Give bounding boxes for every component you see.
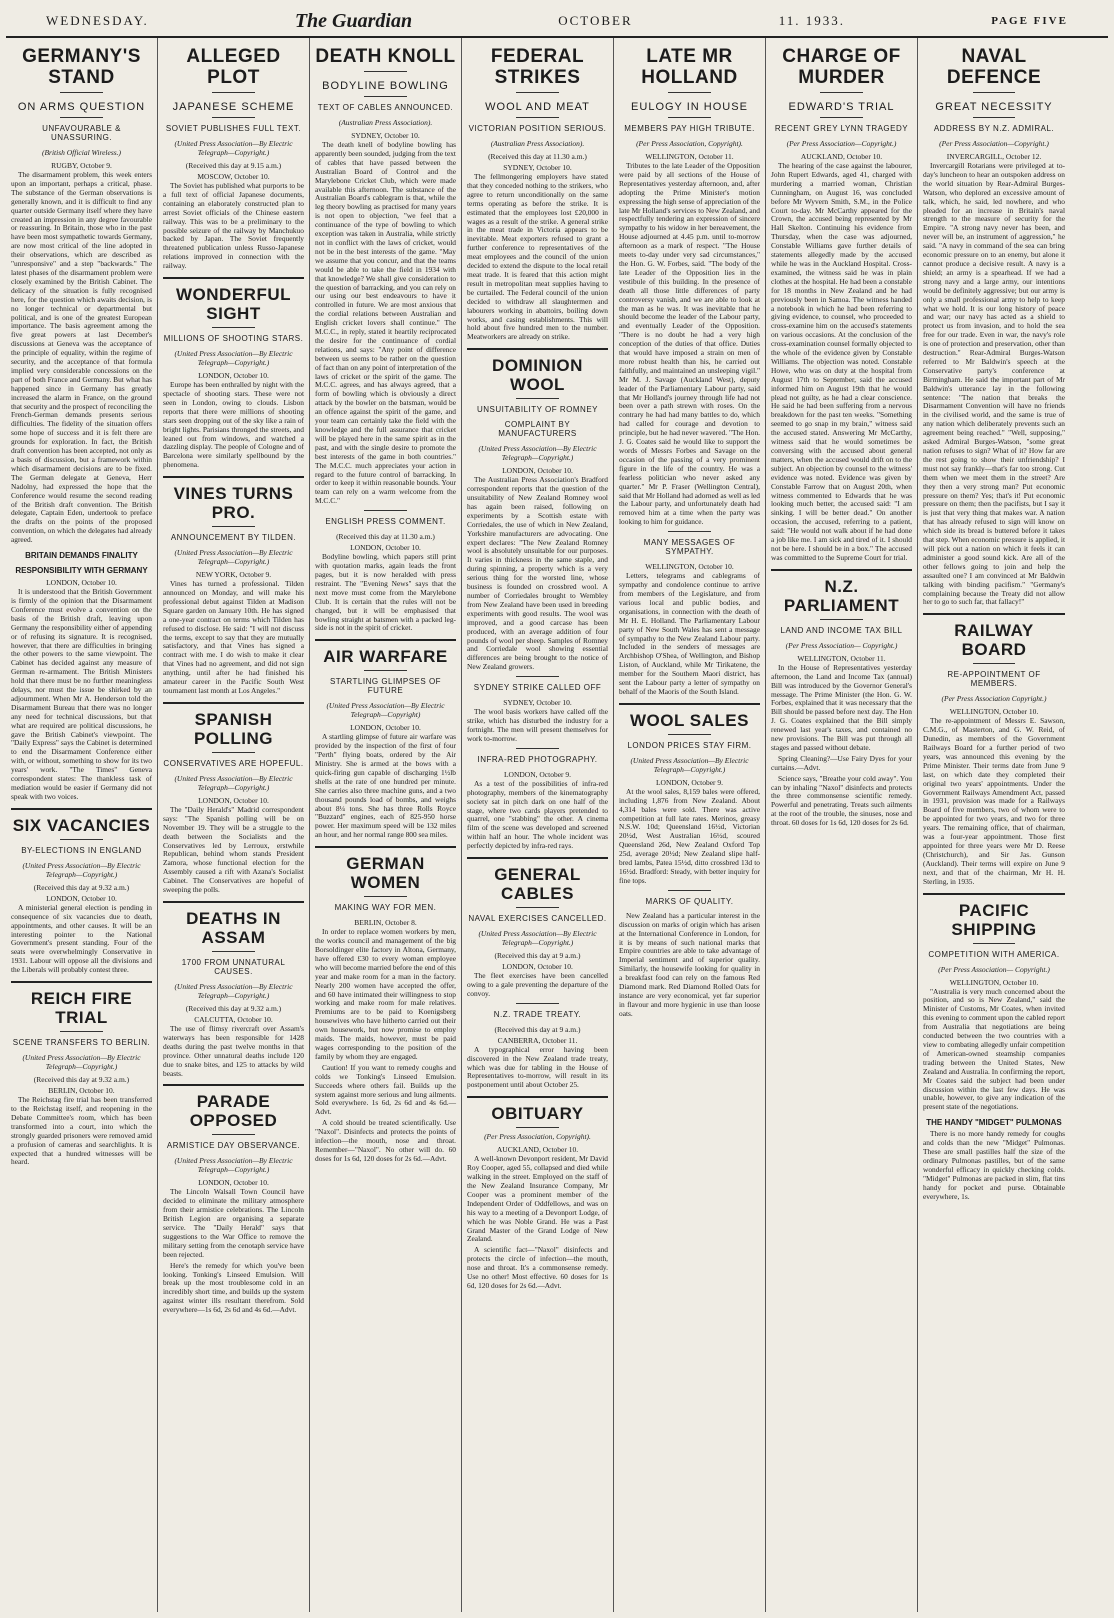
article-headline: AIR WARFARE	[323, 647, 448, 667]
section-box-subheading: RESPONSIBILITY WITH GERMANY	[15, 566, 148, 576]
article-headline: DEATH KNOLL	[315, 46, 456, 67]
article-deck: RECENT GREY LYNN TRAGEDY	[774, 124, 909, 133]
article-subheading: WOOL AND MEAT	[485, 101, 590, 113]
article-deck: ARMISTICE DAY OBSERVANCE.	[166, 1141, 301, 1151]
divider-rule	[364, 96, 406, 97]
divider-rule	[212, 1134, 254, 1135]
article-deck: CONSERVATIVES ARE HOPEFUL.	[163, 758, 304, 768]
divider-rule	[163, 702, 304, 704]
divider-rule	[516, 1003, 558, 1004]
article-body: The Lincoln Walsall Town Council have decided to eliminate the military atmosphere from their armistice celebrations. The Lincoln British Legion are organising a separate service. The "Daily Herald" says that suggestions to the War Office to remove the military setting from the cenotaph service have been rejected.	[163, 1187, 304, 1259]
masthead	[6, 6, 1108, 38]
article-credit: (British Official Wireless.)	[41, 148, 122, 157]
article	[467, 46, 608, 342]
article-body: Tributes to the late Leader of the Opposition were paid by all sections of the House of Representatives yesterday afternoon, and, after adopting the Prime Minister's motion expressing the high sense of appreciation of the late Mr Holland's services to New Zealand, and respectfully tendering an expression of sincere sympathy to his widow in her bereavement, the House adjourned at 4.45 p.m. until to-morrow afternoon as a mark of respect. "The House meets to-day under very sad circumstances," the Hon. G. W. Forbes, said. "The body of the late Leader of the Opposition lies in the vestibule of this building. In the presence of death all those little differences of party controversy vanish, and we are able to look at the man as he was. It was inevitable that he should become the leader of the Labour party, and eventually Leader of the Opposition. "There is no doubt he had a very high conception of the duties of that office. Duties that would have imposed a strain on men of more robust health than his, he carried out faithfully, and maintained an unsleeping vigil." Mr M. J. Savage (Auckland West), deputy leader of the Parliamentary Labour party, said that Mr Holland's journey through life had not been over a path strewn with roses. On the contrary he had had many battles to do, which had called for courage and devotion to principle, but he had never wavered. "The Hon. J. G. Coates said he would like to support the words of Messrs Forbes and Savage on the occasion of the passing of a very prominent figure in the life of the country. He was a fearless politician who never asked any quarter." Mr P. Fraser (Wellington Central), said that Mr Holland had adorned as well as led the Labour party, and unfortunately death had removed him at a time when the party was looking to him for guidance.	[619, 161, 760, 527]
article-body: Europe has been enthralled by night with the spectacle of shooting stars. These were not seen in London, owing to clouds. Lisbon reports that there were millions of shooting stars seen dropping out of the sky like a rain of bright lights. Parisians thronged the streets, and leaned out from windows, and watched a dazzling display. The people of Cologne and of Barcelona were similarly spellbound by the phenomena.	[163, 380, 304, 470]
article-small-heading: INFRA-RED PHOTOGRAPHY.	[477, 754, 598, 764]
article-body: In the House of Representatives yesterday afternoon, the Land and Income Tax (annual) Bill was introduced by the Governor General's message. The Prime Minister (the Hon. G. W. Forbes, explained that it was necessary that the Bill should be passed before next day. The Hon J. G. Coates explained that the Bill simply renewed last year's taxes, and contained no new provisions. The Bill was put through all stages and passed without debate.	[771, 662, 912, 752]
article-body: The fellmongering employers have stated that they conceded nothing to the strikers, who agree to return unconditionally on the same terms operating as before the strike. It is estimated that the employees lost £20,000 in wages as a result of the strike. A general strike in the meat trade in Victoria appears to be inevitable. Meat exporters refused to grant a further conference to representatives of the meat employees and the council of the union decided to extend the dispute to the local retail meat trade. It is feared that this action might result in metropolitan meat supplies having to be curtailed. The Federal council of the union decided to withdraw all slaughtermen and labourers working in abattoirs, boiling down works, and casing establishments. This will hold about five hundred men to the number. Meatworkers are already on strike.	[467, 172, 608, 342]
divider-rule	[923, 613, 1065, 615]
article-dateline: LONDON, October 10.	[502, 962, 573, 972]
divider-rule	[973, 943, 1016, 944]
masthead-date: 11. 1933.	[778, 13, 846, 28]
divider-rule	[212, 951, 254, 952]
article-credit: (United Press Association—By Electric Telegraph—Copyright.)	[174, 349, 293, 368]
masthead-paper-title: The Guardian	[294, 9, 413, 32]
article-deck: MAKING WAY FOR MEN.	[334, 903, 437, 913]
section-box-heading: THE HANDY "MIDGET" PULMONAS	[926, 1118, 1062, 1128]
article-headline: FEDERAL STRIKES	[490, 46, 585, 88]
advertisement-text: Here's the remedy for which you've been looking. Tonking's Linseed Emulsion. Will break up the most troublesome cold in an incredibly short time, and builds up the system against winter ills resultant therefrom. Sold everywhere—1s 6d, 2s 6d and 4s 6d.—Advt.	[163, 1260, 304, 1315]
article-dateline: WELLINGTON, October 10.	[645, 562, 734, 572]
divider-rule	[516, 398, 558, 399]
article-body: The death knell of bodyline bowling has apparently been sounded, judging from the text of cables that have passed between the Australian Board of Control and the Marylebone Cricket Club, which were made available this afternoon. The substance of the Australian Board's cablegram is that, while the leg theory bowling as practised for many years is not open to objection, "we feel that a continuance of the type of bowling to which exception was taken in Australia, while strictly not in conflict with the laws of cricket, would not be in the best interests of the game. "May we assume that you concur, and that the teams would be able to take the field in 1934 with that knowledge? We shall give consideration to the question of barracking, and you can rely on our using our best endeavours to have it controlled in future. We are most anxious that the cordial relations between Australian and English cricket lovers shall continue." The M.C.C., in reply, stated it heartily reciprocated the desire for the continuance of cordial relations, and says: "Any point of difference between us seems to be rather on the question of fact than on any point of interpretation of the laws of cricket or the spirit of the game. The M.C.C. agrees, and has always agreed, that a form of bowling which is obviously a direct attack by the bowler on the batsman, would be an offence against the spirit of the game, and your team can certainly take the field with the knowledge and the full assurance that cricket will be played here in the same spirit as in the past, and with the single desire to promote the best interests of the game in both countries." The M.C.C. much appreciates your action in regard to the future control of barracking. In order to keep it within reasonable bounds. Your team can rely on a warm welcome from the M.C.C."	[315, 140, 456, 506]
article	[771, 46, 912, 563]
divider-rule	[212, 327, 254, 328]
advertisement-text: Caution! If you want to remedy coughs and colds we Tonking's Linseed Emulsion. Succeeds where others fail. Builds up the system against more serious and lung ailments. Sold everywhere. 1s 6d, 2s 6d and 4s 6d.—Advt.	[315, 1062, 456, 1117]
article	[315, 1064, 456, 1117]
article-deck: STARTLING GLIMPSES OF FUTURE	[329, 677, 442, 696]
article-dateline: LONDON, October 10.	[350, 543, 421, 553]
article	[11, 551, 152, 802]
article	[467, 348, 608, 672]
article-headline: SIX VACANCIES	[12, 815, 151, 835]
article	[163, 1262, 304, 1315]
article-body: The wool basis workers have called off the strike, which has disturbed the industry for a fortnight. The men will present themselves for work to-morrow.	[467, 707, 608, 743]
article-credit: (United Press Association—By Electric Telegraph—Copyright.)	[630, 755, 749, 774]
article-small-heading: SYDNEY STRIKE CALLED OFF	[473, 683, 602, 693]
divider-rule	[516, 92, 558, 93]
article-body: Letters, telegrams and cablegrams of sympathy and condolence continue to arrive from members of the Legislature, and from various local and public bodies, and organisations, in connection with the death of Mr H. E. Holland. The Parliamentary Labour party of New South Wales has sent a message of sympathy to the New Zealand Labour party. Included in the senders of messages are Archbishop O'Shea, of Wellington, and Bishop Liston, of Auckland, while Mr Tirikatene, the member for the Southern Maori district, has sent the Labour party a letter of sympathy on behalf of the Maoris of the South Island.	[619, 571, 760, 696]
divider-rule	[60, 1031, 102, 1032]
article-credit: (United Press Association—By Electric Telegraph—Copyright.)	[22, 1053, 141, 1072]
divider-rule	[11, 808, 152, 810]
article-body: As a test of the possibilities of infra-red photography, members of the kinematography society sat in pitch dark on one half of the stage, where two cards players pretended to quarrel, one "stabbing" the other. A cinema film of the scene was developed and screened within half an hour. The whole incident was perfectly depicted by infra-red rays.	[467, 778, 608, 851]
article-headline: SPANISH POLLING	[193, 709, 274, 748]
article-credit: (United Press Association—By Electric Telegraph—Copyright.)	[174, 981, 293, 1000]
article-credit: (United Press Association—By Electric Telegraph—Copyright.)	[22, 860, 141, 879]
article-headline: DEATHS IN ASSAM	[186, 908, 281, 947]
article-body: The re-appointment of Messrs E. Sawson, C.M.G., of Masterton, and G. W. Reid, of Dunedin, as members of the Government Railways Board for a further period of two years, was announced this evening by the Prime Minister. Their terms date from June 9 last, on which date they completed their original two years' appointments. Under the Government Railways Amendment Act, passed in 1931, provision was made for a Railways Board of five members, two of whom were to be appointed for two years, and two for three years. The remaining office, that of chairman, was a four-year appointment. Those first appointed for three years were Mr D. Reese (Christchurch), and Sir Jas. Gunson (Auckland). Their terms will expire on June 9 next, and that of the chairman, Mr H. H. Sterling, in 1935.	[923, 716, 1065, 886]
article-credit: (United Press Association—By Electric Telegraph—Copyright.)	[174, 773, 293, 792]
article-dateline: LONDON, October 9.	[655, 777, 724, 787]
article	[467, 1096, 608, 1244]
article-subheading: JAPANESE SCHEME	[172, 101, 295, 113]
article	[619, 703, 760, 886]
advertisement-text: A cold should be treated scientifically. Use "Naxol". Disinfects and protects the points of infection—the mouth, nose and throat. Remember—"Naxol". No other will do. 60 doses for 1s 6d, 120 doses for 2s 6d.—Advt.	[315, 1118, 456, 1163]
article-body: New Zealand has a particular interest in the discussion on marks of origin which has arisen at the International Conference in London, for it is by means of such national marks that Empire countries are able to take advantage of Imperial sentiment and of superior quality. Similarly, the housewife looking for quality in a breakfast food can rely on the famous Red Diamond mark. Red Diamond Rolled Oats for instance are very economical, yet far superior in flavour and more hygienic in use than loose oats.	[619, 910, 760, 1018]
article-credit: (United Press Association—By Electric Telegraph—Copyright.)	[478, 929, 597, 948]
divider-rule	[163, 277, 304, 279]
article-headline: OBITUARY	[491, 1104, 584, 1124]
article-dateline: RUGBY, October 9.	[51, 161, 112, 170]
divider-rule	[820, 92, 862, 93]
article-received-time: (Received this day at 11.30 a.m.)	[336, 532, 435, 542]
divider-rule	[973, 117, 1016, 118]
article	[315, 846, 456, 1062]
article	[467, 748, 608, 851]
article-dateline: SYDNEY, October 10.	[351, 131, 420, 140]
advertisement-text: There is no more handy remedy for coughs and colds than the new "Midget" Pulmonas. These are small pastilles half the size of the ordinary Pulmonas pastilles, but of the same wonderful efficacy in quickly checking colds. "Midget" Pulmonas are packed in slim, flat tins handy for pocket and purse. Obtainable everywhere, 1s.	[923, 1129, 1065, 1201]
advertisement-text: A scientific fact—"Naxol" disinfects and protects the circle of infection—the mouth, nose and throat. It's a commonsense remedy. Use no other! Most effective. 60 doses for 1s 6d, 120 doses for 2s 6d.—Advt.	[467, 1245, 608, 1290]
article-headline: GENERAL CABLES	[494, 865, 581, 904]
article-body: The fleet exercises have been cancelled owing to a gale preventing the departure of the convoy.	[467, 971, 608, 998]
divider-rule	[315, 639, 456, 641]
divider-rule	[364, 896, 406, 897]
article-headline: N.Z. PARLIAMENT	[783, 576, 900, 615]
article	[467, 1003, 608, 1091]
article	[923, 613, 1065, 886]
article-small-heading: MANY MESSAGES OF SYMPATHY.	[643, 538, 736, 557]
article	[619, 890, 760, 1019]
article-body: A typographical error having been discovered in the New Zealand trade treaty, which was due for tabling in the House of Representatives to-morrow, will result in its postponement until about October 25.	[467, 1044, 608, 1090]
article-dateline: LONDON, October 9.	[503, 769, 572, 779]
article-credit: (Australian Press Association).	[338, 118, 433, 127]
article	[163, 901, 304, 1078]
article-body: In order to replace women workers by men, the works council and management of the big Borsoldinger elite factory in Altona, Germany, have offered £30 to every woman employee who will become married before the end of this year and make room for a man in the factory. Nearly 200 women have accepted the offer, and 60 have intimated their willingness to stop working and make room for male relatives. Premiums are to be paid to Koenigsberg housewives who have hitherto carried out their own housework, but now promise to employ maids. The maids, however, must be paid wages corresponding to the position of the family by whom they are engaged.	[315, 927, 456, 1061]
divider-rule	[923, 893, 1065, 895]
divider-rule	[516, 1127, 558, 1128]
divider-rule	[212, 117, 254, 118]
column-5	[614, 38, 766, 1612]
advertisement-text: Science says, "Breathe your cold away". You can by inhaling "Naxol" disinfects and protects the three commonsense scientific remedy. Powerful and penetrating. Treats such ailments at the root of the trouble, the sinuses, nose and throat. 60 doses for 1s 6d, 120 doses for 2s 6d.	[771, 773, 912, 828]
article-credit: (Per Press Association, Copyright).	[484, 1132, 591, 1142]
article-dateline: LONDON, October 10.	[350, 723, 421, 733]
column-3	[310, 38, 462, 1612]
article-subheading: ON ARMS QUESTION	[17, 101, 146, 113]
article-body: A well-known Devonport resident, Mr David Roy Cooper, aged 55, collapsed and died while walking in the street. Employed on the staff of the New Zealand Insurance Company, Mr Cooper was a prominent member of the Independent Order of Oddfellows, and was on his way to a meeting of a Devonport Lodge, of which he was Noble Grand. He was a Past Grand Master of the Grand Lodge of New Zealand.	[467, 1154, 608, 1244]
article-headline: CHARGE OF MURDER	[782, 46, 901, 88]
article	[771, 569, 912, 753]
article	[923, 1118, 1065, 1201]
divider-rule	[516, 748, 558, 749]
divider-rule	[163, 901, 304, 903]
article-dateline: MOSCOW, October 10.	[197, 172, 270, 181]
article-deck: RE-APPOINTMENT OF MEMBERS.	[947, 670, 1041, 689]
divider-rule	[60, 117, 102, 118]
article-deck: BY-ELECTIONS IN ENGLAND	[21, 845, 142, 855]
article	[923, 893, 1065, 1113]
article	[467, 676, 608, 744]
article-body: The hearing of the case against the labourer, John Rupert Edwards, aged 41, charged with murdering a married woman, Christian Cunningham, on August 16, was concluded before Mr Wyvern Smith, S.M., in the Police Court to-day. Mr McCarthy appeared for the Crown, the accused being represented by Mr Hall Skelton. Continuing his evidence from Thursday, when the case was adjourned, Constable Williams gave further details of statements allegedly made by the accused while he was in the Auckland Hospital. Cross-examined, the witness said he was in plain clothes at the hospital. He had been a constable for 18 months in New Zealand and he had previously been in Samoa. The witness handed a notebook in which he had been referring to giving evidence, to counsel, who proceeded to cross-examine him on the accused's statements on various occasions. At the conclusion of the cross-examination counsel formally objected to the whole of the evidence given by Constable Williams. The objection was noted. Constable Howe, who was on duty at the hospital from August 17th to September, said the accused informed him on August 19th that he would plead not guilty, as he had a clear conscience. He said he had been suffering from a nervous breakdown for the past ten weeks. "Something seemed to go snap in my brain," witness said the accused stated. Answering Mr McCarthy, witness said that he would sometimes be conversing with the accused about general matters, when the accused would drift on to the subject. An objection by counsel to the witness' evidence was noted. Evidence was given by Constable Farrow that on August 20th, when witness commented to Edwards that he was looking much better, the accused said: "I am sinking. I will be better dead." On another occasion, the accused, referring to a patient, said: "He would not walk about if he had done a job like me. I am sick and tired of it. I should not be here. I should be in a box." The accused was committed to the Supreme Court for trial.	[771, 161, 912, 562]
divider-rule	[771, 569, 912, 571]
article	[315, 1119, 456, 1164]
article-credit: (United Press Association—By Electric Telegraph—Copyright.)	[174, 139, 293, 157]
article-dateline: CALCUTTA, October 10.	[194, 1014, 273, 1024]
article-body: The disarmament problem, this week enters upon an important, perhaps a critical, phase. The substance of the German observations is generally known, and it is difficult to find any quarter outside Germany itself where they have created an impression in any degree favourable or reassuring. In Britain, those who in the past have been most sympathetic towards Germany, are now most critical of the line adopted in their observations, which are described as "unresponsive" and a step "backwards." The latest phases of the disarmament problem were closely examined by the British Cabinet. The delicacy of the situation is fully recognised here, for the question which awaits decision, is no longer technical or departmental but political, and is one of the greatest European importance. The basis agreement among the five great powers at last December's discussions at Geneva was the acceptance of the principle of equality, within the regime of security, and the acceptance of that formula implied very considerable concessions on the part of both France and Germany. But what has happened since in Germany has greatly increased the alarm in France, on the ground that security and the prospect of reconciling the French-German demands presents serious difficulties. The fidelity of the situation offers some hope of success and it is felt there are grounds for exploration. In fact, the British draft convention has been accepted, not only as a basis of discussion, but a framework within which disarmament decisions are to be fixed. The German delegate at Geneva, Herr Nadolny, had expressed the hope that the Conference would resume the second reading of the British draft convention. The British delegate, Captain Eden, undertook to preface the drafts on the points of the proposed convention, on which the delegates had already agreed.	[11, 170, 152, 545]
divider-rule	[668, 92, 710, 93]
article-body: The "Daily Herald's" Madrid correspondent says: "The Spanish polling will be on November 19. They will be a struggle to the death between the Socialists and the Conservatives led by Lerroux, erstwhile Republican, behind whom stands President Zamora, whose functional election for the Assembly caused a rift with Azana's Socialist Cabinet. The Conservatives are hopeful of sweeping the polls.	[163, 804, 304, 895]
divider-rule	[364, 510, 406, 511]
divider-rule	[668, 531, 710, 532]
article-body: Invercargill Rotarians were privileged at to-day's luncheon to hear an outspoken address on the world situation by Rear-Admiral Burges-Watson, who deplored an excessive amount of talk, which, he said, led nowhere, and who pleaded for an increase in Britain's naval strength to the measure of security for the Empire. "A strong navy never has been, and never will be, an instrument of aggression," he said. "A navy in command of the sea can bring economic pressure on to an enemy, but alone it cannot produce a decisive result. A navy is a shield; an army is a spearhead. If we had a strong navy and a large army, our intentions would be definitely aggressive; but our army is only a small professional army to help to keep what we hold. It is our long history of peace and war; our navy has acted as a shield to protect us from invasion, and to hold the sea free for our trade. Even in war, the navy's role is one of protection and preservation, other than destruction." Rear-Admiral Burges-Watson referred to Mr Baldwin's speech at the Conservative party's conference at Birmingham. He said the important part of Mr Baldwin's utterance lay in the following sentence: "The nation that breaks the Disarmament Convention will have no friends in the civilised world, and the same is true of any nation which deliberately prevents such an agreement being reached." "Well, supposing," asked Admiral Burges-Watson, "some great nation refuses to sign? What of it? How far are the rest going to show their unfriendship? I must not say frankly—that's far too strong. Cut them when we meet them in the street? Are they then a very strong man? Put economic pressure on them? Yes; that's it! Put economic pressure on them; then the pacifists, but I say it is just that very thing that makes war. A nation that has already refused to sign will know on which side its bread is buttered before it takes that step. When economic pressure is applied, it will pick out a nation on which it feels it can administer a good sound kick. Are all of the other fellows going to join and help the assaulted one? I am convinced at Mr Baldwin talking with binding pacifism." "Germany's complaining because the Treaty did not allow her to go to such far, that fallacy!"	[923, 161, 1065, 607]
article-subheading: EULOGY IN HOUSE	[631, 101, 748, 113]
article-deck: 1700 FROM UNNATURAL CAUSES.	[181, 957, 286, 976]
article-dateline: WELLINGTON, October 10.	[949, 977, 1039, 987]
article-deck: NAVAL EXERCISES CANCELLED.	[468, 914, 607, 924]
article-body: It is understood that the British Government is firmly of the opinion that the Disarmament Conference must evolve a convention on the basis of the British draft, leaving upon Germany the responsibility either of appending or of refusing its signature. It is recognised, however, that there are difficulties in bringing the other powers to the same viewpoint. The Cabinet has decided against any measure of German re-armament. The British Ministers hold that there must be no further meaningless delays, nor must the issue be shirked by an adjournment. When Mr A. Henderson told the Disarmament Bureau that there was no longer any need for technical discussions, but that what are required are political discussions, he gave the British Cabinet's viewpoint. The "Daily Express" says the Cabinet is determined to end the Disarmament Conference either with, or without, something to show for its two years' work. "The Times" Geneva correspondent states: The thankless task of mediation would be easier if Germany did not speak with two voices.	[11, 587, 152, 801]
article-deck: ANNOUNCEMENT BY TILDEN.	[170, 533, 297, 543]
article-received-time: (Received this day at 9.32 a.m.)	[33, 1075, 130, 1085]
article	[11, 46, 152, 545]
article-body: A startling glimpse of future air warfare was provided by the inspection of the first of four "Perth" flying boats, ordered by the Air Ministry. She is armed at the bows with a quick-firing gun capable of discharging 1½lb shells at the rate of one hundred per minute. She carries also three machine guns, and a two thousand pounds load of bombs, and weighs about 8¼ tons. She has three Rolls Royce "Buzzard" engines, each of 825-950 horse power. Her maximum speed will be 132 miles an hour, and her normal range 800 sea miles.	[315, 732, 456, 840]
article-credit: (Australian Press Association).	[490, 139, 585, 148]
article-dateline: LONDON, October 10.	[46, 893, 117, 903]
article	[771, 755, 912, 773]
divider-rule	[11, 981, 152, 983]
article-body: The use of flimsy rivercraft over Assam's waterways has been responsible for 1428 deaths during the past twelve months in that province. Other unnatural deaths include 120 due to snake bites, and 125 to attacks by wild beasts.	[163, 1023, 304, 1078]
article	[467, 857, 608, 999]
article-deck: LAND AND INCOME TAX BILL	[780, 625, 903, 635]
divider-rule	[820, 619, 862, 620]
article-small-heading: N.Z. TRADE TREATY.	[493, 1009, 582, 1019]
article-dateline: AUCKLAND, October 10.	[800, 152, 883, 161]
divider-rule	[668, 117, 710, 118]
article-headline: ALLEGED PLOT	[186, 46, 281, 88]
article-dateline: BERLIN, October 10.	[48, 1086, 115, 1096]
article-headline: PACIFIC SHIPPING	[951, 900, 1037, 939]
article-body: "Australia is very much concerned about the position, and so is New Zealand," said the Minister of Customs, Mr Coates, when invited this evening to comment upon the cabled report from Australia that negotiations are being conducted between the two countries with a view to combating allegedly unfair competition of American-owned steamship companies trading between the United States, New Zealand and Australia. In confirming the report, Mr Coates said the subject had been under discussion within the last few days. He was unable, however, to give any indication of the present state of the negotiations.	[923, 986, 1065, 1112]
article-credit: (United Press Association—By Electric Telegraph—Copyright.)	[174, 548, 293, 567]
article-small-heading: MARKS OF QUALITY.	[645, 896, 734, 906]
article-body: The Reichstag fire trial has been transferred to the Reichstag itself, and reopening in the Debate Committee's room, which has been transformed into a court, into which the strongly guarded prisoners were removed amid a profusion of cameras and searchlights. It is expected that a hundred witnesses will be heard.	[11, 1095, 152, 1167]
article	[11, 808, 152, 975]
article-received-time: (Received this day at 9 a.m.)	[494, 951, 581, 961]
article-deck: VICTORIAN POSITION SERIOUS.	[468, 124, 607, 133]
article-deck: TEXT OF CABLES ANNOUNCED.	[317, 103, 454, 112]
article	[923, 46, 1065, 607]
article-credit: (United Press Association—By Electric Telegraph—Copyright.)	[478, 444, 597, 463]
divider-rule	[364, 670, 406, 671]
divider-rule	[973, 92, 1016, 93]
article-received-time: (Received this day at 9.32 a.m.)	[185, 1003, 282, 1013]
article	[315, 639, 456, 840]
masthead-day: WEDNESDAY.	[46, 13, 149, 28]
article	[619, 531, 760, 697]
article-dateline: CANBERRA, October 11.	[497, 1035, 578, 1045]
article-headline: GERMAN WOMEN	[346, 854, 425, 893]
article-dateline: LONDON, October 10.	[198, 1178, 269, 1188]
article	[163, 702, 304, 895]
article	[163, 277, 304, 470]
article-deck: UNFAVOURABLE & UNASSURING.	[42, 124, 121, 142]
divider-rule	[516, 676, 558, 677]
column-2	[158, 38, 310, 1612]
article-headline: VINES TURNS PRO.	[173, 484, 294, 523]
article-deck: SCENE TRANSFERS TO BERLIN.	[12, 1038, 151, 1048]
article-deck: SOVIET PUBLISHES FULL TEXT.	[165, 124, 302, 133]
article-credit: (Per Press Association— Copyright.)	[938, 964, 1050, 974]
article-subheading: BODYLINE BOWLING	[322, 80, 449, 92]
article-subheading: EDWARD'S TRIAL	[788, 101, 895, 113]
article-dateline: LONDON, October 10.	[502, 466, 573, 476]
divider-rule	[315, 846, 456, 848]
article	[619, 46, 760, 527]
divider-rule	[619, 703, 760, 705]
article-deck-secondary: COMPLAINT BY MANUFACTURERS	[498, 420, 577, 439]
article-headline: LATE MR HOLLAND	[641, 46, 738, 88]
article	[11, 981, 152, 1167]
article-received-time: (Received this day at 11.30 a.m.)	[488, 152, 587, 161]
article-body: A ministerial general election is pending in consequence of six vacancies due to death, appointments, and other causes. It will be an interesting pointer to the National Government's present standing. Four of the seats were overwhelmingly Conservative in 1931. Labour will oppose all the divisions and the Liberals will probably contest three.	[11, 902, 152, 975]
article-dateline: SYDNEY, October 10.	[503, 163, 572, 172]
advertisement-text: Spring Cleaning?—Use Fairy Dyes for your curtains.—Advt.	[771, 753, 912, 772]
article	[163, 476, 304, 696]
article-deck: UNSUITABILITY OF ROMNEY	[477, 405, 598, 415]
article-dateline: WELLINGTON, October 10.	[949, 707, 1039, 717]
article	[467, 1246, 608, 1291]
article-received-time: (Received this day at 9 a.m.)	[494, 1024, 581, 1034]
article	[163, 46, 304, 271]
divider-rule	[163, 476, 304, 478]
article-dateline: WELLINGTON, October 11.	[797, 653, 886, 663]
article-body: At the wool sales, 8,159 bales were offered, including 1,876 from New Zealand. About 4,314 bales were sold. There was active competition at full late rates. Merinos, greasy N.S.W. 10d; Queensland 16½d, Victorian 20½d, West Australian 16½d, scoured Queensland 26d, New Zealand Oxford Top 25d, average 20½d; New Zealand slipe half-bred lambs, Patea 15½d, ditto crossbred 13d to 16½d. Bradford: Steady, with better inquiry for fine tops.	[619, 786, 760, 885]
divider-rule	[364, 71, 406, 72]
article-deck: ADDRESS BY N.Z. ADMIRAL.	[933, 124, 1055, 133]
article-credit: (Per Press Association—Copyright.)	[939, 139, 1049, 148]
article-dateline: LONDON, October 10.	[46, 578, 117, 588]
section-box-heading: BRITAIN DEMANDS FINALITY	[25, 551, 138, 561]
article-received-time: (Received this day at 9.32 a.m.)	[33, 882, 130, 892]
article-credit: (United Press Association—By Electric Telegraph—Copyright.)	[174, 1156, 293, 1175]
article-body: Vines has turned a professional. Tilden announced on Monday, and will make his professional debut against Tilden at Madison Square garden on January 10th. He has signed a one-year contract on terms which Tilden has refused to disclose. He said: "I will not discuss the terms, except to say that they are mutually satisfactory, and that Vines has signed a contract with me. I do wish to make it clear that Vines had no agreement, and did not sign anything, until after he had finished his amateur career in the Pacific South West tournament last month at Los Angeles."	[163, 579, 304, 695]
article-dateline: LONDON, October 10.	[198, 795, 269, 805]
article-dateline: LONDON, October 10.	[198, 371, 269, 381]
divider-rule	[212, 92, 254, 93]
divider-rule	[60, 92, 102, 93]
article-headline: REICH FIRE TRIAL	[30, 989, 133, 1028]
divider-rule	[212, 752, 254, 753]
article-subheading: GREAT NECESSITY	[935, 101, 1053, 113]
divider-rule	[668, 734, 710, 735]
article-deck: LONDON PRICES STAY FIRM.	[627, 740, 752, 750]
divider-rule	[516, 117, 558, 118]
article-body: The Australian Press Association's Bradford correspondent reports that the question of the unsuitability of New Zealand Romney wool has again been raised, following on experiments by a Scottish estate with Corriedales, the use of which in New Zealand, Yorkshire manufacturers are advocating. One expert declares: "The New Zealand Romney wool is absolutely unsuitable for our purposes. It varies in thickness in the same staple, and during spinning, a property which is a very serious thing for the worsted line, whose business is founded on crossbred wool. A number of Corriedales brought to Wembley from New Zealand have been used in breeding experiments with good results. The wool was improved, and a good carcase has been produced, with an average addition of four pounds of wool per sheep. Samples of Romney and Corriedale wool showing essential differences are being brought to the notice of New Zealand growers.	[467, 475, 608, 672]
column-6	[766, 38, 918, 1612]
article-credit: (Per Press Association, Copyright).	[636, 139, 743, 148]
divider-rule	[467, 1096, 608, 1098]
divider-rule	[820, 117, 862, 118]
article-headline: NAVAL DEFENCE	[946, 46, 1042, 88]
column-1	[6, 38, 158, 1612]
article-headline: RAILWAY BOARD	[954, 621, 1034, 660]
article-credit: (Per Press Association— Copyright.)	[785, 640, 898, 650]
divider-rule	[668, 890, 710, 891]
divider-rule	[212, 526, 254, 527]
article-dateline: NEW YORK, October 9.	[195, 570, 272, 580]
article-headline: WONDERFUL SIGHT	[176, 285, 291, 324]
article-dateline: AUCKLAND, October 10.	[496, 1145, 579, 1155]
article-headline: GERMANY'S STAND	[22, 46, 141, 88]
article	[315, 510, 456, 633]
article-headline: WOOL SALES	[630, 710, 749, 730]
divider-rule	[973, 663, 1016, 664]
divider-rule	[60, 839, 102, 840]
divider-rule	[467, 348, 608, 350]
article-dateline: BERLIN, October 8.	[354, 918, 417, 928]
article-dateline: SYDNEY, October 10.	[503, 698, 572, 708]
article-dateline: WELLINGTON, October 11.	[645, 152, 734, 161]
article-small-heading: ENGLISH PRESS COMMENT.	[325, 517, 446, 527]
column-4	[462, 38, 614, 1612]
divider-rule	[163, 1084, 304, 1086]
article	[771, 775, 912, 828]
article-body: The Soviet has published what purports to be a full text of official Japanese documents, containing an elaborately constructed plan to arrest Soviet officials of the Chinese eastern railway. This was to be a preliminary to the possible seizure of the railway by Manchukuo backed by Japan. The Soviet frequently threatened publication unless Russo-Japanese relations improved in connection with the railway.	[163, 181, 304, 271]
article-received-time: (Received this day at 9.15 a.m.)	[185, 161, 282, 170]
article-deck: MILLIONS OF SHOOTING STARS.	[163, 334, 304, 344]
masthead-month: OCTOBER	[558, 13, 633, 28]
article-headline: PARADE OPPOSED	[189, 1092, 278, 1131]
masthead-page-number: PAGE FIVE	[991, 15, 1068, 27]
divider-rule	[516, 907, 558, 908]
article-credit: (United Press Association—By Electric Telegraph—Copyright)	[326, 701, 445, 720]
article-deck: COMPETITION WITH AMERICA.	[928, 949, 1060, 959]
article-credit: (Per Press Association Copyright.)	[941, 694, 1047, 704]
article-credit: (Per Press Association—Copyright.)	[786, 139, 897, 148]
article-body: Bodyline bowling, which papers still print with quotation marks, again leads the front pages, but it is now heralded with press restraint. The "Evening News" says that the next move must come from the Marylebone Club. It is certain that the rules will not be changed, but it will be emphasised that bowling straight at batsmen with a packed leg-side is not in the spirit of cricket.	[315, 552, 456, 633]
article-headline: DOMINION WOOL	[492, 356, 583, 395]
article	[315, 46, 456, 506]
column-7	[918, 38, 1070, 1612]
divider-rule	[467, 857, 608, 859]
columns-container	[6, 38, 1108, 1612]
article-dateline: INVERCARGILL, October 12.	[946, 152, 1042, 161]
article	[163, 1084, 304, 1259]
article-deck: MEMBERS PAY HIGH TRIBUTE.	[624, 124, 755, 133]
